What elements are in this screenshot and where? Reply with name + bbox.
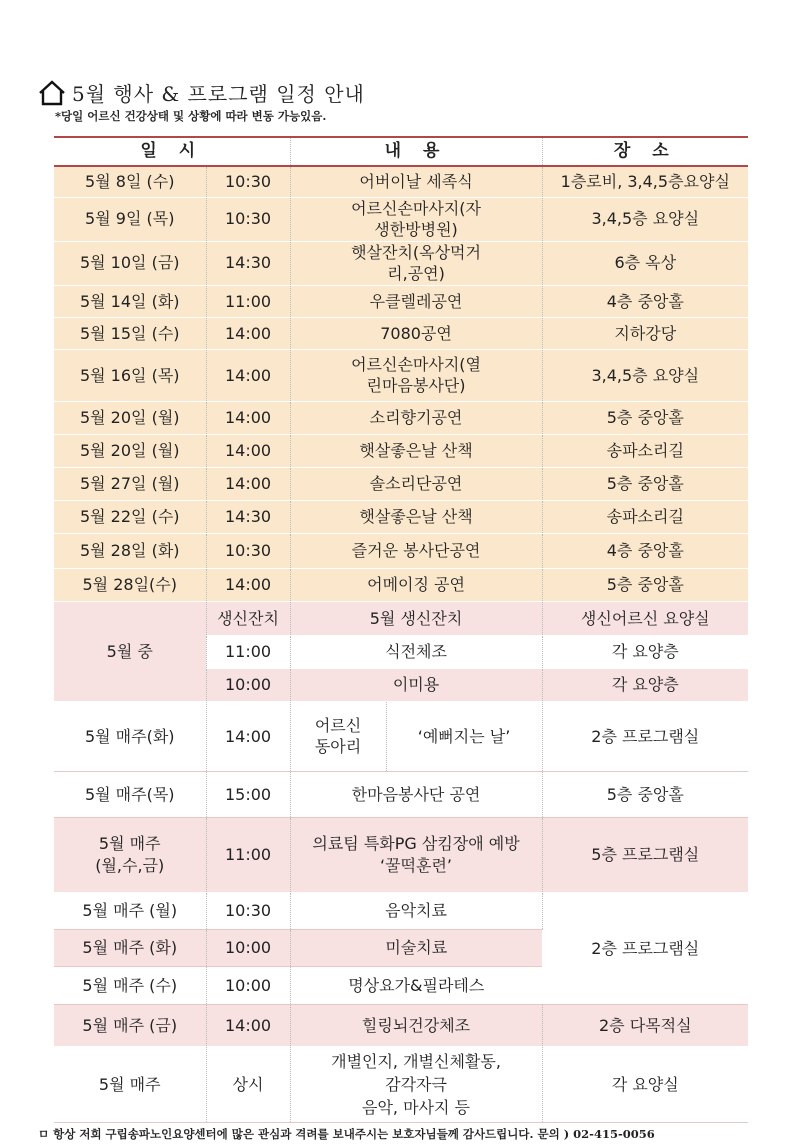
place-cell: 각 요양층 [542,668,748,701]
place-cell: 5층 중앙홀 [542,401,748,434]
time-cell: 14:30 [206,241,290,285]
place-cell: 송파소리길 [542,434,748,467]
date-cell: 5월 20일 (월) [54,434,206,467]
content-cell: 미술치료 [290,929,542,966]
date-cell: 5월 매주(목) [54,771,206,817]
content-cell: 음악치료 [290,892,542,929]
date-cell: 5월 매주 (월) [54,892,206,929]
page-title [38,78,365,107]
time-cell: 생신잔치 [206,601,290,635]
content-cell: 이미용 [290,668,542,701]
time-cell: 10:00 [206,929,290,966]
date-cell: 5월 중 [54,601,206,701]
date-cell: 5월 20일 (월) [54,401,206,434]
place-cell: 3,4,5층 요양실 [542,349,748,401]
place-cell: 5층 중앙홀 [542,467,748,500]
place-cell: 4층 중앙홀 [542,285,748,317]
date-cell: 5월 8일 (수) [54,166,206,197]
date-cell: 5월 매주 (화) [54,929,206,966]
time-cell: 14:00 [206,568,290,601]
time-cell: 11:00 [206,285,290,317]
header-date: 일 시 [54,137,290,166]
table-row [54,434,748,467]
table-row [54,166,748,197]
footer-text: ㅁ 항상 저희 구립송파노인요양센터에 많은 관심과 격려를 보내주시는 보호자님들께 감사드립니다. 문의 ) 02-415-0056 [38,1127,655,1141]
club-label: 어르신 동아리 [290,701,386,771]
time-cell: 14:00 [206,434,290,467]
time-cell: 14:30 [206,500,290,533]
time-cell: 14:00 [206,467,290,500]
date-cell: 5월 14일 (화) [54,285,206,317]
place-cell: 각 요양실 [542,1046,748,1122]
content-cell: 개별인지, 개별신체활동, 감각자극 음악, 마사지 등 [290,1046,542,1122]
time-cell: 14:00 [206,317,290,349]
place-cell: 송파소리길 [542,500,748,533]
table-row [54,285,748,317]
place-cell: 각 요양층 [542,635,748,668]
content-cell: 어버이날 세족식 [290,166,542,197]
time-cell: 14:00 [206,349,290,401]
table-row [54,1046,748,1122]
date-cell: 5월 9일 (목) [54,197,206,241]
place-cell: 지하강당 [542,317,748,349]
place-cell: 5층 프로그램실 [542,817,748,892]
time-cell: 10:30 [206,892,290,929]
content-cell: 한마음봉사단 공연 [290,771,542,817]
place-cell: 2층 다목적실 [542,1004,748,1046]
place-cell: 6층 옥상 [542,241,748,285]
content-cell: 우클렐레공연 [290,285,542,317]
time-cell: 10:30 [206,197,290,241]
date-cell: 5월 28일(수) [54,568,206,601]
table-row [54,701,748,771]
table-row [54,568,748,601]
time-cell: 15:00 [206,771,290,817]
table-row [54,892,748,929]
home-icon [38,80,66,106]
place-cell: 3,4,5층 요양실 [542,197,748,241]
place-cell: 생신어르신 요양실 [542,601,748,635]
header-content: 내 용 [290,137,542,166]
time-cell: 10:00 [206,966,290,1004]
content-cell: 7080공연 [290,317,542,349]
date-cell: 5월 22일 (수) [54,500,206,533]
date-cell: 5월 매주 (수) [54,966,206,1004]
content-cell: 소리향기공연 [290,401,542,434]
time-cell: 14:00 [206,701,290,771]
time-cell: 11:00 [206,817,290,892]
table-row [54,349,748,401]
time-cell: 10:30 [206,166,290,197]
date-cell: 5월 매주 (금) [54,1004,206,1046]
notice-text: *당일 어르신 건강상태 및 상황에 따라 변동 가능있음. [55,109,327,123]
content-cell: 즐거운 봉사단공연 [290,533,542,568]
date-cell: 5월 16일 (목) [54,349,206,401]
time-cell: 10:00 [206,668,290,701]
table-row [54,1004,748,1046]
time-cell: 14:00 [206,1004,290,1046]
content-cell: 어르신손마사지(열린마음봉사단) [290,349,542,401]
date-cell: 5월 매주 (월,수,금) [54,817,206,892]
date-cell: 5월 10일 (금) [54,241,206,285]
table-row [54,533,748,568]
table-row [54,817,748,892]
table-row [54,467,748,500]
table-row [54,771,748,817]
place-cell: 5층 중앙홀 [542,568,748,601]
content-cell: 의료팀 특화PG 삼킴장애 예방 ‘꿀떡훈련’ [290,817,542,892]
content-cell: 햇살잔치(옥상먹거리,공연) [290,241,542,285]
content-cell: 햇살좋은날 산책 [290,500,542,533]
content-cell: 5월 생신잔치 [290,601,542,635]
table-row [54,500,748,533]
title-text: 5월 행사 & 프로그램 일정 안내 [72,82,365,106]
place-cell: 1층로비, 3,4,5층요양실 [542,166,748,197]
table-row [54,241,748,285]
date-cell: 5월 매주(화) [54,701,206,771]
content-cell: 어메이징 공연 [290,568,542,601]
place-cell: 2층 프로그램실 [542,892,748,1004]
date-cell: 5월 매주 [54,1046,206,1122]
table-row [54,317,748,349]
place-cell: 4층 중앙홀 [542,533,748,568]
date-cell: 5월 27일 (월) [54,467,206,500]
table-row [54,601,748,635]
schedule-table [54,136,748,1123]
content-cell: 어르신손마사지(자생한방병원) [290,197,542,241]
content-cell: 식전체조 [290,635,542,668]
table-row [54,197,748,241]
content-cell: ‘예뻐지는 날’ [386,701,542,771]
time-cell: 상시 [206,1046,290,1122]
header-place: 장 소 [542,137,748,166]
content-cell: 햇살좋은날 산책 [290,434,542,467]
table-row [54,401,748,434]
place-cell: 2층 프로그램실 [542,701,748,771]
content-cell: 힐링뇌건강체조 [290,1004,542,1046]
time-cell: 11:00 [206,635,290,668]
content-cell: 솔소리단공연 [290,467,542,500]
time-cell: 10:30 [206,533,290,568]
date-cell: 5월 15일 (수) [54,317,206,349]
date-cell: 5월 28일 (화) [54,533,206,568]
content-cell: 명상요가&필라테스 [290,966,542,1004]
place-cell: 5층 중앙홀 [542,771,748,817]
time-cell: 14:00 [206,401,290,434]
